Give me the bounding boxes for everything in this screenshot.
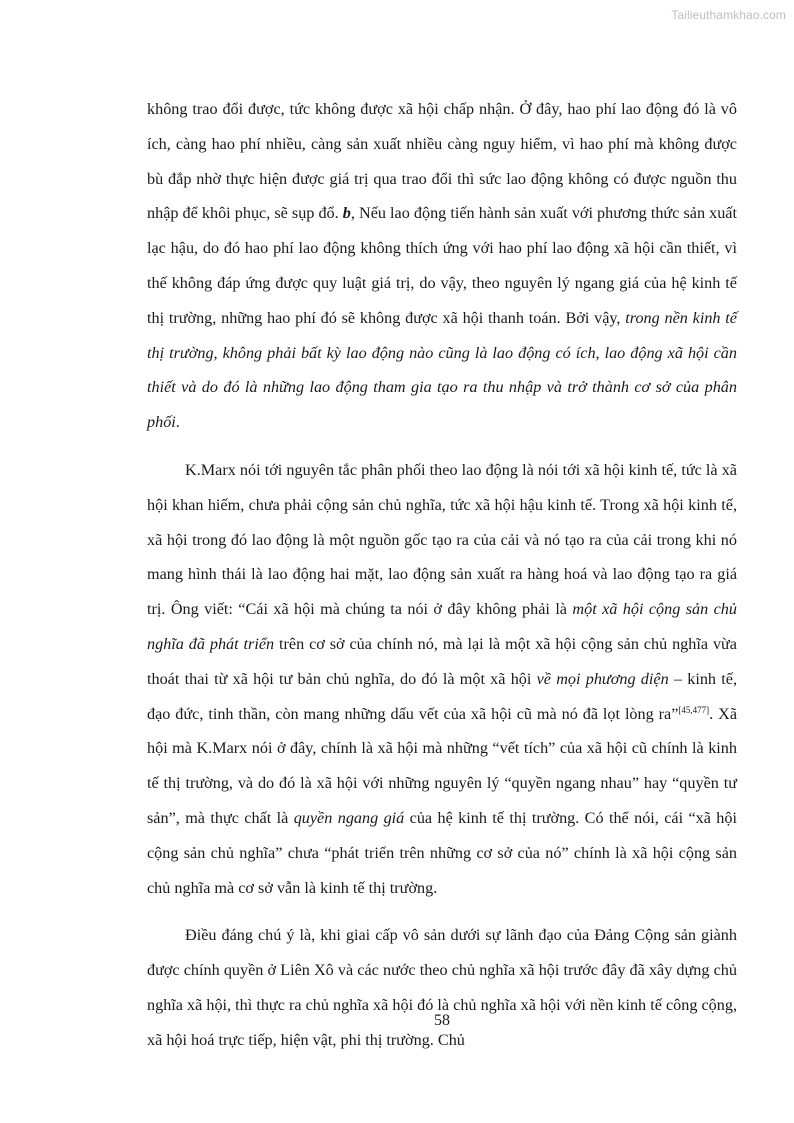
paragraph-1 xyxy=(147,92,737,440)
paragraph-2-emphasis-1: một xã hội cộng sản chủ nghĩa đã phát triển xyxy=(147,600,737,653)
watermark: Tailieuthamkhao.com xyxy=(671,8,786,22)
paragraph-2-text-e: – kinh tế, đạo đức, tinh thần, còn mang những dấu vết của xã hội cũ mà nó đã lọt lòng ra” xyxy=(147,669,737,723)
paragraph-2-text-h: của hệ kinh tế thị trường. Có thể nói, cái “xã hội cộng sản chủ nghĩa” chưa “phát triển trên những cơ sở của nó” chính là xã hội cộng sản chủ nghĩa mà cơ sở vẫn là kinh tế thị trường. xyxy=(147,808,737,897)
paragraph-3-text: Điều đáng chú ý là, khi giai cấp vô sản dưới sự lãnh đạo của Đảng Cộng sản giành được chính quyền ở Liên Xô và các nước theo chủ nghĩa xã hội trước đây đã xây dựng chủ nghĩa xã hội, thì thực ra chủ nghĩa xã hội đó là chủ nghĩa xã hội với nền kinh tế công cộng, xã hội hoá trực tiếp, hiện vật, phi thị trường. Chủ xyxy=(147,926,737,1049)
document-body xyxy=(147,92,737,1058)
paragraph-2-text-c: trên cơ sở của chính nó, mà lại là một xã hội cộng sản chủ nghĩa vừa thoát thai từ xã hội tư bản chủ nghĩa, do đó là một xã hội xyxy=(147,634,737,688)
paragraph-3 xyxy=(147,918,737,1057)
citation-reference: [45,477] xyxy=(678,704,710,715)
list-marker-b: b xyxy=(342,204,351,223)
paragraph-2-emphasis-2: về mọi phương diện xyxy=(536,669,669,688)
paragraph-1-text-c: , Nếu lao động tiến hành sản xuất với phương thức sản xuất lạc hậu, do đó hao phí lao động không thích ứng với hao phí lao động xã hội cần thiết, vì thế không đáp ứng được quy luật giá trị, do vậy, theo nguyên lý ngang giá của hệ kinh tế thị trường, những hao phí đó sẽ không được xã hội thanh toán. Bởi vậy, xyxy=(147,204,737,327)
paragraph-1-text-e: . xyxy=(175,413,180,432)
paragraph-1-text-a: không trao đổi được, tức không được xã hội chấp nhận. Ở đây, hao phí lao động đó là vô ích, càng hao phí nhiều, càng sản xuất nhiều càng nguy hiểm, vì hao phí mà không được bù đắp nhờ thực hiện được giá trị qua trao đổi thì sức lao động không có được nguồn thu nhập để khôi phục, sẽ sụp đổ. xyxy=(147,100,737,223)
page-number: 58 xyxy=(434,1012,450,1029)
paragraph-2 xyxy=(147,453,737,905)
paragraph-2-text-f: . Xã hội mà K.Marx nói ở đây, chính là xã hội mà những “vết tích” của xã hội cũ chính là kinh tế thị trường, và do đó là xã hội với những nguyên lý “quyền ngang nhau” hay “quyền tư sản”, mà thực chất là xyxy=(147,704,738,827)
paragraph-2-text-a: K.Marx nói tới nguyên tắc phân phối theo lao động là nói tới xã hội kinh tế, tức là xã hội khan hiếm, chưa phải cộng sản chủ nghĩa, tức xã hội hậu kinh tế. Trong xã hội kinh tế, xã hội trong đó lao động là một nguồn gốc tạo ra của cải và nó tạo ra của cải trong khi nó mang hình thái là lao động hai mặt, lao động sản xuất ra hàng hoá và lao động tạo ra giá trị. Ông viết: “Cái xã hội mà chúng ta nói ở đây không phải là xyxy=(147,460,737,619)
paragraph-2-emphasis-3: quyền ngang giá xyxy=(293,808,405,827)
paragraph-1-emphasis: trong nền kinh tế thị trường, không phải bất kỳ lao động nào cũng là lao động có ích, lao động xã hội cần thiết và do đó là những lao động tham gia tạo ra thu nhập và trở thành cơ sở của phân phối xyxy=(147,308,737,432)
